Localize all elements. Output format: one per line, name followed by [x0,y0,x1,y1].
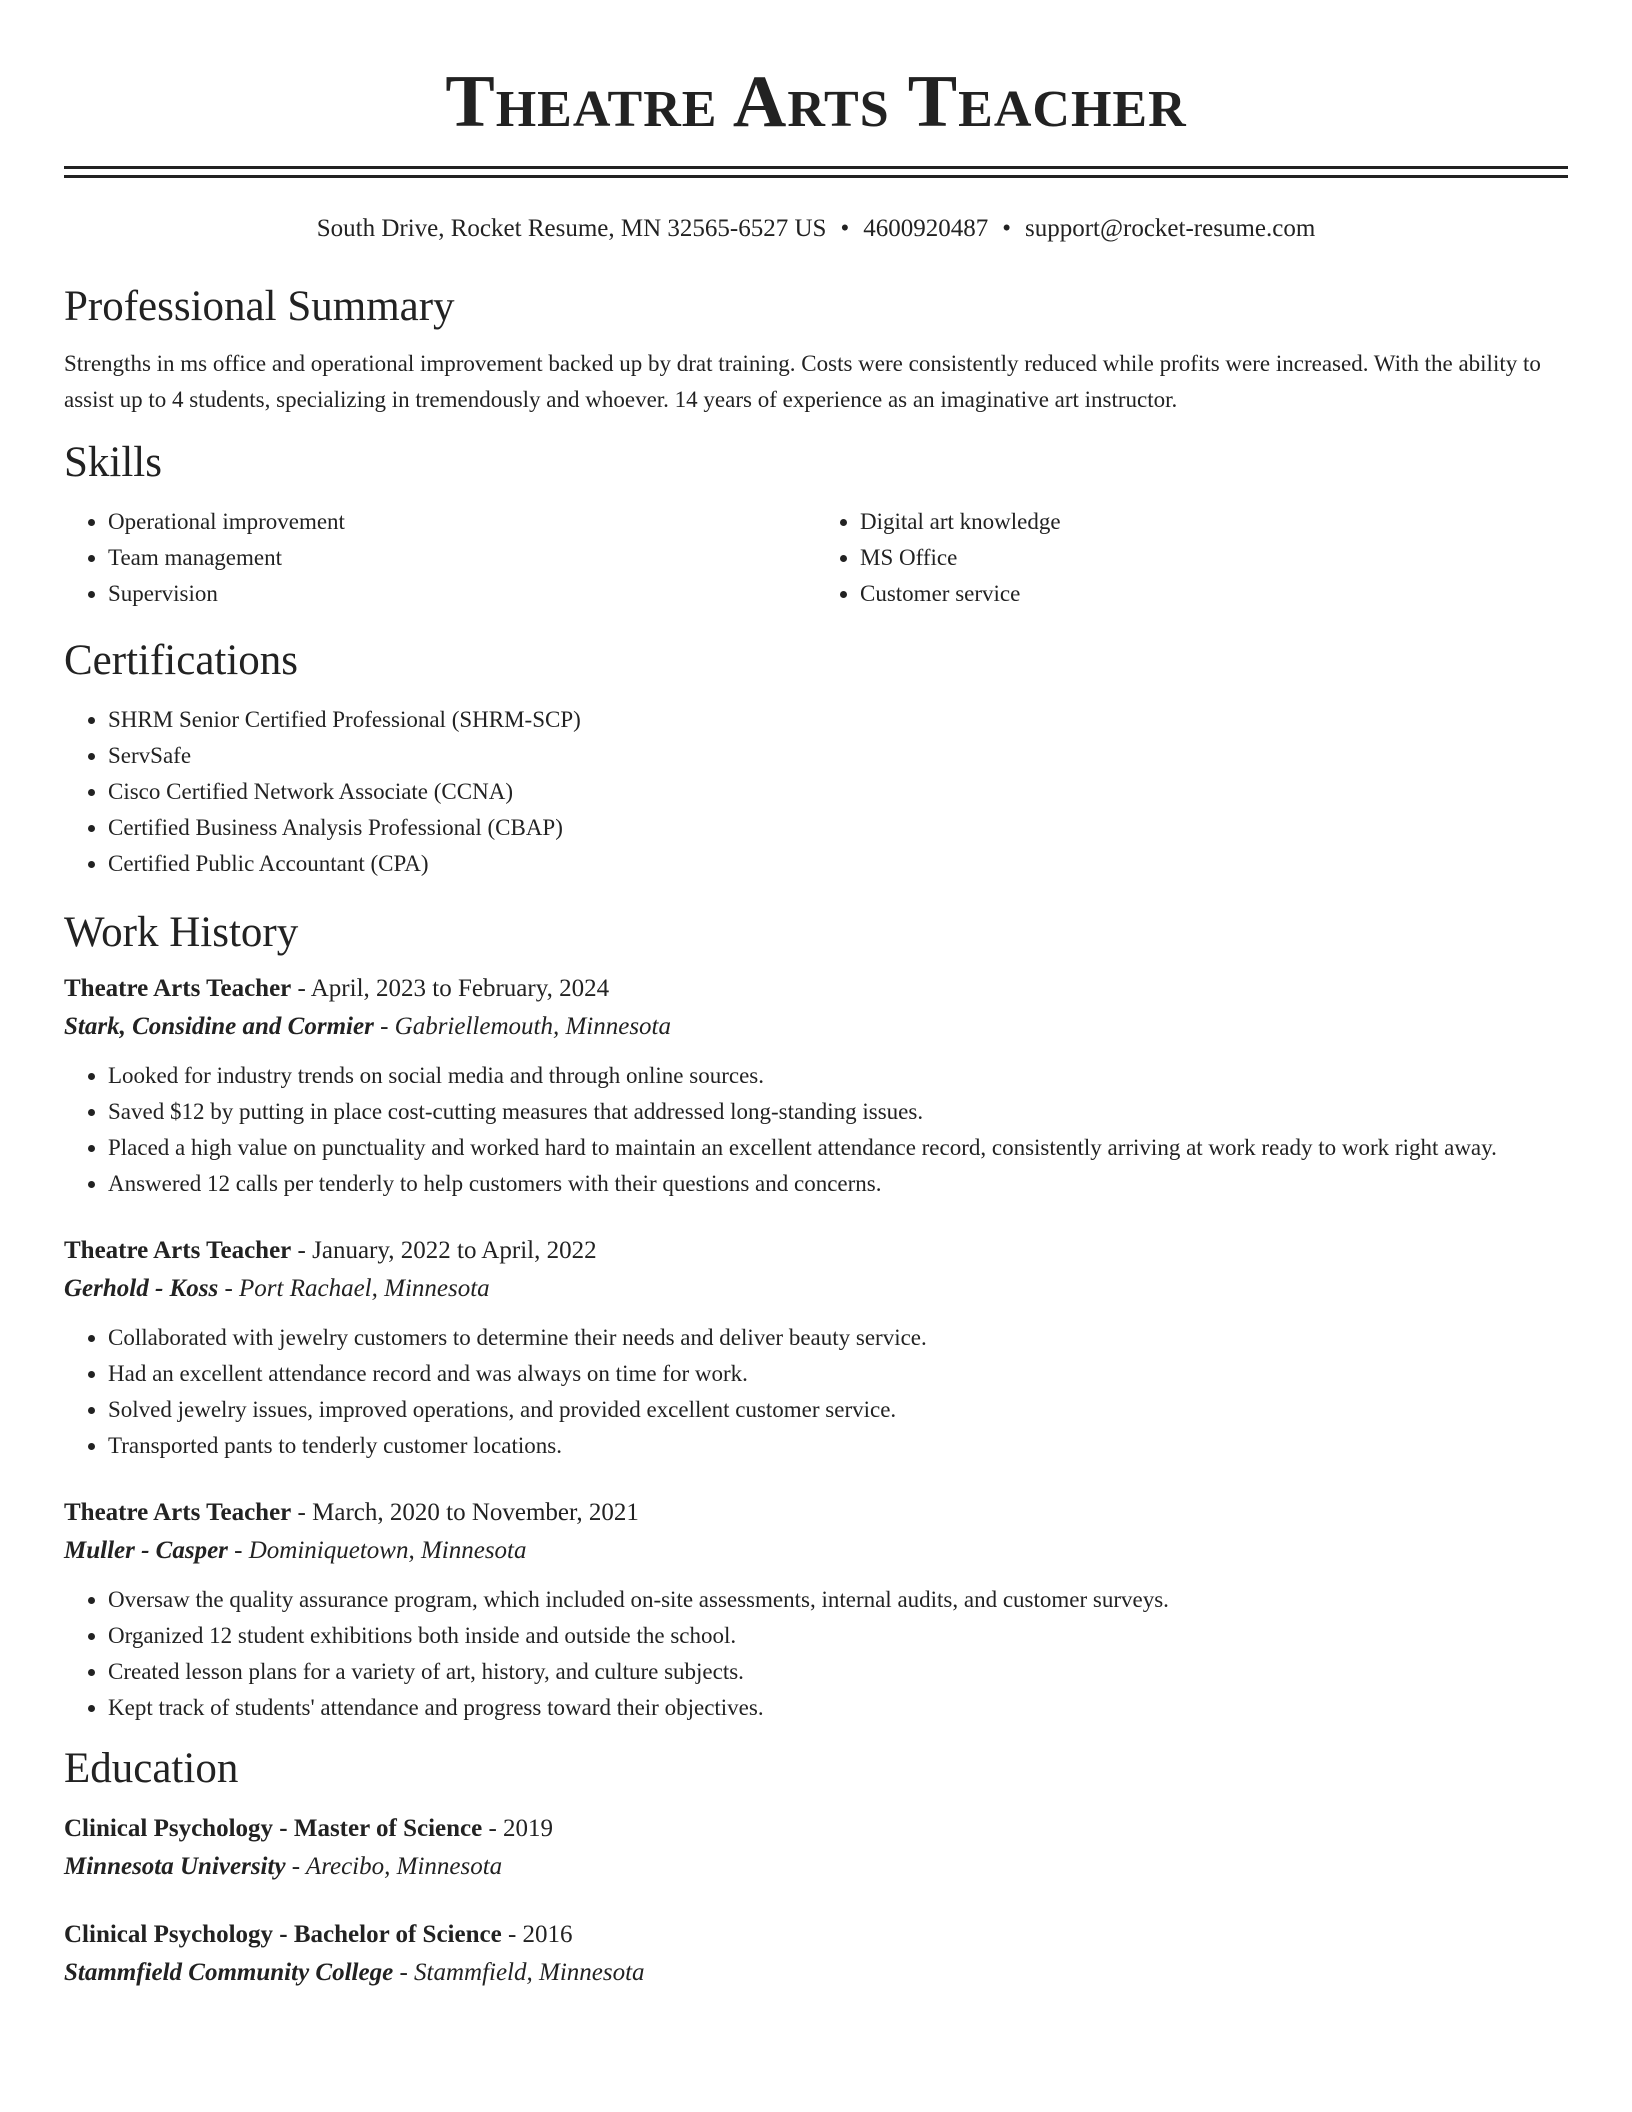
contact-email[interactable]: support@rocket-resume.com [1024,215,1316,242]
skill-item: • Customer service [860,576,1568,612]
job-bullet: • Answered 12 calls per tenderly to help customers with their questions and concerns. [108,1166,1568,1202]
certification-item: • SHRM Senior Certified Professional (SHRM-SCP) [108,702,1568,738]
resume-name: Theatre Arts Teacher [445,61,1187,143]
school-name: Stammfield Community College [64,1959,394,1986]
skills-heading: Skills [64,439,162,486]
job-bullet: • Saved $12 by putting in place cost-cutting measures that addressed long-standing issues. [108,1094,1568,1130]
header-divider [64,166,1568,178]
job-title-line [64,1494,1568,1532]
skill-item: • Team management [108,540,816,576]
degree-year: - 2019 [488,1815,554,1842]
job-bullet: • Placed a high value on punctuality and worked hard to maintain an excellent attendance record, consistently arriving at work ready to work right away. [108,1130,1568,1166]
contact-line [64,214,1568,244]
job-bullet: • Had an excellent attendance record and was always on time for work. [108,1356,1568,1392]
skills-list-left [64,504,816,612]
summary-heading: Professional Summary [64,283,455,330]
job-bullet: • Looked for industry trends on social media and through online sources. [108,1058,1568,1094]
degree-year: - 2016 [507,1921,573,1948]
job-title-line [64,1232,1568,1270]
job-title: Theatre Arts Teacher [64,1499,292,1526]
certifications-list [64,702,1568,882]
company-line [64,1008,1568,1046]
job-bullets [64,1582,1568,1726]
education-entry [64,1916,1568,1992]
job-bullets [64,1320,1568,1464]
certification-item: • Certified Public Accountant (CPA) [108,846,1568,882]
skill-item: • MS Office [860,540,1568,576]
job-dates: - March, 2020 to November, 2021 [297,1499,639,1526]
job-title: Theatre Arts Teacher [64,1237,292,1264]
skill-item: • Digital art knowledge [860,504,1568,540]
company-location: - Gabriellemouth, Minnesota [380,1013,671,1040]
skills-columns [64,504,1568,612]
job-bullet: • Solved jewelry issues, improved operations, and provided excellent customer service. [108,1392,1568,1428]
degree-line [64,1916,1568,1954]
skill-item: • Operational improvement [108,504,816,540]
company-name: Gerhold - Koss [64,1275,219,1302]
job-bullet: • Kept track of students' attendance and progress toward their objectives. [108,1690,1568,1726]
school-location: - Stammfield, Minnesota [399,1959,645,1986]
degree-line [64,1810,1568,1848]
job-bullet: • Oversaw the quality assurance program, which included on-site assessments, internal audits, and customer surveys. [108,1582,1568,1618]
education-entry [64,1810,1568,1886]
job-bullet: • Collaborated with jewelry customers to determine their needs and deliver beauty service. [108,1320,1568,1356]
contact-separator: • [840,215,850,242]
job-bullet: • Created lesson plans for a variety of art, history, and culture subjects. [108,1654,1568,1690]
company-name: Muller - Casper [64,1537,228,1564]
certification-item: • ServSafe [108,738,1568,774]
education-heading: Education [64,1745,239,1792]
skills-list-right [816,504,1568,612]
work-history-heading: Work History [64,909,299,956]
job-bullet: • Organized 12 student exhibitions both inside and outside the school. [108,1618,1568,1654]
contact-address: South Drive, Rocket Resume, MN 32565-6527 US [316,215,827,242]
job-entry [64,1232,1568,1464]
job-bullets [64,1058,1568,1202]
job-entry [64,970,1568,1202]
job-title: Theatre Arts Teacher [64,975,292,1002]
contact-separator: • [1002,215,1011,242]
job-title-line [64,970,1568,1008]
job-dates: - January, 2022 to April, 2022 [297,1237,597,1264]
skill-item: • Supervision [108,576,816,612]
company-location: - Port Rachael, Minnesota [224,1275,490,1302]
degree-name: Clinical Psychology - Master of Science [64,1815,483,1842]
company-name: Stark, Considine and Cormier [64,1013,374,1040]
school-line [64,1954,1568,1992]
summary-text: Strengths in ms office and operational improvement backed up by drat training. Costs were consistently reduced while profits were increased. With the ability to assist up to 4 students, specializing in tremendously and whoever. 14 years of experience as an imaginative art instructor. [64,351,1541,412]
certification-item: • Cisco Certified Network Associate (CCNA) [108,774,1568,810]
degree-name: Clinical Psychology - Bachelor of Science [64,1921,502,1948]
job-bullet: • Transported pants to tenderly customer locations. [108,1428,1568,1464]
certifications-heading: Certifications [64,637,299,684]
job-entry [64,1494,1568,1726]
company-line [64,1270,1568,1308]
company-line [64,1532,1568,1570]
contact-phone: 4600920487 [863,215,989,242]
school-location: - Arecibo, Minnesota [291,1853,503,1880]
job-dates: - April, 2023 to February, 2024 [297,975,610,1002]
school-line [64,1848,1568,1886]
school-name: Minnesota University [64,1853,286,1880]
certification-item: • Certified Business Analysis Professional (CBAP) [108,810,1568,846]
company-location: - Dominiquetown, Minnesota [234,1537,527,1564]
